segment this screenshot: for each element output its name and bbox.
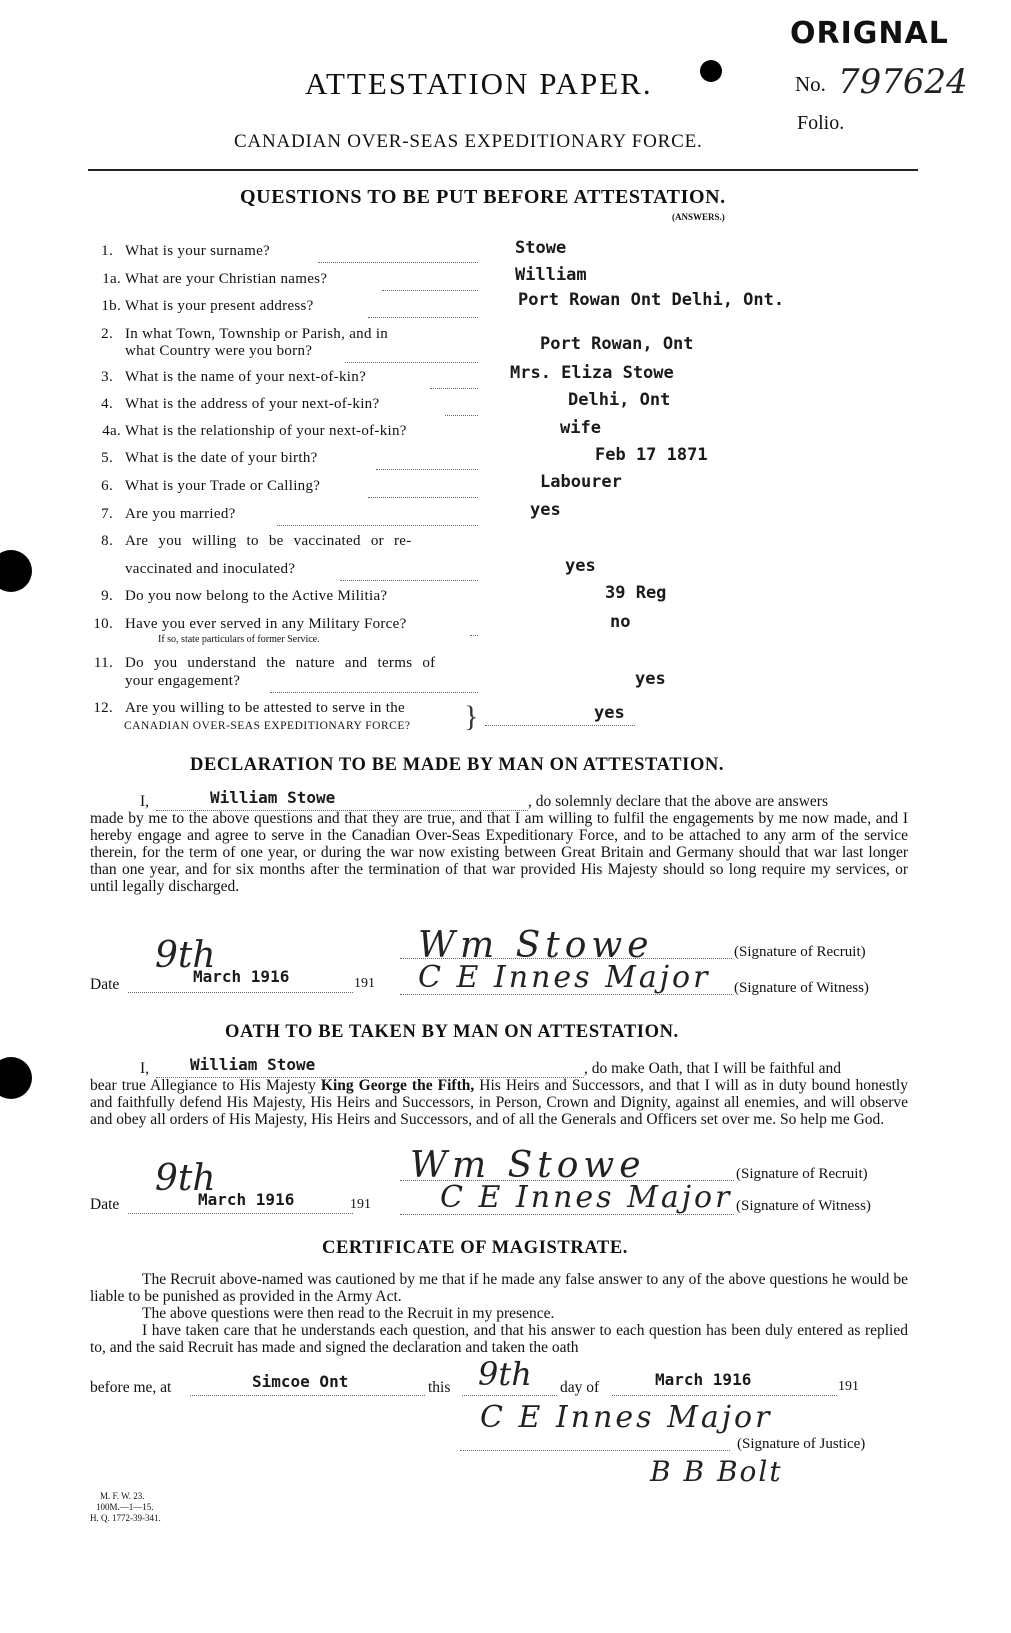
number-label: No.: [795, 72, 826, 96]
question-number: 10.: [93, 616, 113, 632]
answer-line: [368, 317, 478, 318]
oath-body-rest: His Heirs and Successors, and that I will as in duty bound honestly and faithfully defend His Majesty, His Heirs and Successors, in Person, Crown and Dignity, against all enemies, and will observe and obey all orders of His Majesty, His Heirs and Successors, and of all the Generals and Officers set over me. So help me God.: [90, 1077, 908, 1128]
declaration-recruit-signature: Wm Stowe: [418, 925, 654, 966]
extra-signature: B B Bolt: [650, 1455, 783, 1488]
question-text: What are your Christian names?: [125, 271, 328, 287]
oath-date-label: Date: [90, 1196, 120, 1213]
oath-year-prefix: 191: [350, 1197, 371, 1212]
oath-body-start: bear true Allegiance to His Majesty: [90, 1077, 321, 1094]
regimental-number: 797624: [838, 62, 968, 102]
declaration-witness-signature: C E Innes Major: [418, 960, 711, 995]
punch-hole-bottom: [0, 1057, 32, 1099]
form-code-line-3: H. Q. 1772-39-341.: [90, 1513, 161, 1523]
answer-line: [445, 415, 478, 416]
declaration-date-day: 9th: [155, 935, 216, 976]
question-text-continued: CANADIAN OVER-SEAS EXPEDITIONARY FORCE?: [124, 720, 411, 732]
oath-prefix: I,: [140, 1060, 150, 1077]
question-number: 4a.: [102, 423, 121, 439]
page-subtitle: CANADIAN OVER-SEAS EXPEDITIONARY FORCE.: [234, 131, 703, 152]
answer-line: [340, 580, 478, 581]
question-text-continued: vaccinated and inoculated?: [125, 561, 296, 577]
certificate-month-line: [612, 1395, 837, 1396]
ink-blot: [700, 60, 722, 82]
question-text: What is the date of your birth?: [125, 450, 318, 466]
question-number: 8.: [101, 533, 113, 549]
answer-value: no: [610, 612, 631, 632]
original-stamp: ORIGNAL: [790, 16, 949, 51]
oath-body: [90, 1077, 908, 1128]
folio-label: Folio.: [797, 112, 845, 134]
question-number: 11.: [93, 655, 113, 671]
declaration-date-line: [128, 992, 353, 993]
answer-value: Delhi, Ont: [568, 390, 671, 410]
question-text: What is the relationship of your next-of-kin?: [125, 423, 407, 439]
question-text: What is your surname?: [125, 243, 271, 259]
justice-sig-label: (Signature of Justice): [737, 1436, 866, 1452]
certificate-day-of-label: day of: [560, 1379, 600, 1396]
question-number: 2.: [101, 326, 113, 342]
oath-witness-signature: C E Innes Major: [440, 1180, 733, 1215]
answer-line: [345, 362, 478, 363]
answer-value: William: [515, 265, 587, 285]
oath-king: King George the Fifth,: [320, 1077, 475, 1094]
answer-value: yes: [635, 669, 666, 689]
declaration-year-prefix: 191: [354, 976, 375, 991]
answer-value: wife: [560, 418, 601, 438]
answer-line: [430, 388, 478, 389]
answer-value: Mrs. Eliza Stowe: [510, 363, 674, 383]
question-number: 9.: [101, 588, 113, 604]
certificate-day-line: [462, 1395, 557, 1396]
question-text: Are you willing to be vaccinated or re-: [125, 533, 412, 549]
answer-line: [470, 635, 478, 636]
certificate-paragraph-3: I have taken care that he understands each question, and that his answer to each question has been duly entered as replied to, and the said Recruit has made and signed the declaration and taken the oath: [90, 1322, 908, 1356]
answer-value: Labourer: [540, 472, 622, 492]
form-code-line-2: 100M.—1—15.: [96, 1502, 154, 1512]
oath-witness-sig-label: (Signature of Witness): [736, 1198, 871, 1214]
declaration-opening: , do solemnly declare that the above are answers: [528, 793, 828, 810]
oath-recruit-signature: Wm Stowe: [410, 1145, 646, 1186]
question-number: 12.: [93, 700, 113, 716]
question-number: 5.: [101, 450, 113, 466]
question-number: 4.: [101, 396, 113, 412]
answer-value: Port Rowan, Ont: [540, 334, 694, 354]
brace: }: [464, 700, 479, 733]
question-number: 7.: [101, 506, 113, 522]
certificate-day: 9th: [478, 1355, 532, 1393]
declaration-recruit-sig-line: [400, 958, 732, 959]
punch-hole-top: [0, 550, 32, 592]
declaration-witness-sig-line: [400, 994, 732, 995]
question-text: What is your Trade or Calling?: [125, 478, 321, 494]
question-text: Do you understand the nature and terms of: [125, 655, 436, 671]
justice-sig-line: [460, 1450, 730, 1451]
certificate-place-line: [190, 1395, 425, 1396]
question-text: What is the address of your next-of-kin?: [125, 396, 380, 412]
header-divider: [88, 169, 918, 171]
answer-line: [368, 497, 478, 498]
answer-line: [376, 469, 478, 470]
oath-date-value: March 1916: [198, 1190, 295, 1209]
page-title: ATTESTATION PAPER.: [305, 66, 653, 101]
question-text: What is the name of your next-of-kin?: [125, 369, 367, 385]
declaration-prefix: I,: [140, 793, 150, 810]
answer-line: [277, 525, 478, 526]
question-number: 1a.: [102, 271, 121, 287]
answer-value: Port Rowan Ont Delhi, Ont.: [518, 290, 785, 310]
oath-recruit-sig-label: (Signature of Recruit): [736, 1166, 868, 1182]
certificate-paragraph-1: The Recruit above-named was cautioned by me that if he made any false answer to any of the above questions he would be liable to be punished as provided in the Army Act.: [90, 1271, 908, 1305]
oath-name: William Stowe: [190, 1055, 316, 1074]
declaration-recruit-sig-label: (Signature of Recruit): [734, 944, 866, 960]
certificate-this-label: this: [428, 1379, 451, 1396]
question-number: 6.: [101, 478, 113, 494]
question-number: 1b.: [101, 298, 121, 314]
declaration-body: made by me to the above questions and that they are true, and that I am willing to fulfil the engagements by me now made, and I hereby engage and agree to serve in the Canadian Over-Seas Expeditionary Force, and to be attached to any arm of the service therein, for the term of one year, or during the war now existing between Great Britain and Germany should that war last longer than one year, and for six months after the termination of that war provided His Majesty should so long require my services, or until legally discharged.: [90, 810, 908, 895]
oath-date-day: 9th: [155, 1158, 216, 1199]
answer-value: 39 Reg: [605, 583, 667, 603]
answer-line: [485, 725, 635, 726]
answer-line: [270, 692, 478, 693]
certificate-heading: CERTIFICATE OF MAGISTRATE.: [322, 1238, 629, 1258]
answer-value: yes: [565, 556, 596, 576]
question-number: 3.: [101, 369, 113, 385]
oath-witness-sig-line: [400, 1214, 734, 1215]
answer-line: [318, 262, 478, 263]
certificate-year-prefix: 191: [838, 1379, 859, 1394]
question-text: In what Town, Township or Parish, and in: [125, 326, 389, 342]
question-number: 1.: [101, 243, 113, 259]
answer-value: Stowe: [515, 238, 567, 258]
certificate-paragraph-2: The above questions were then read to the Recruit in my presence.: [142, 1305, 555, 1322]
answer-value: yes: [530, 500, 561, 520]
declaration-name: William Stowe: [210, 788, 336, 807]
justice-signature: C E Innes Major: [480, 1400, 773, 1435]
answers-label: (ANSWERS.): [672, 212, 725, 222]
oath-opening: , do make Oath, that I will be faithful and: [584, 1060, 841, 1077]
form-code-line-1: M. F. W. 23.: [100, 1491, 145, 1501]
question-text: Are you married?: [125, 506, 236, 522]
question-text: Have you ever served in any Military Force?: [125, 616, 407, 632]
question-text-continued: what Country were you born?: [125, 343, 313, 359]
answer-value: yes: [594, 703, 625, 723]
oath-heading: OATH TO BE TAKEN BY MAN ON ATTESTATION.: [225, 1022, 679, 1042]
oath-date-line: [128, 1213, 353, 1214]
declaration-date-label: Date: [90, 976, 120, 993]
question-text: Do you now belong to the Active Militia?: [125, 588, 388, 604]
questions-heading: QUESTIONS TO BE PUT BEFORE ATTESTATION.: [240, 186, 726, 208]
declaration-heading: DECLARATION TO BE MADE BY MAN ON ATTESTATION.: [190, 755, 725, 775]
question-text-continued: your engagement?: [125, 673, 241, 689]
answer-value: Feb 17 1871: [595, 445, 708, 465]
answer-line: [382, 290, 478, 291]
certificate-before-label: before me, at: [90, 1379, 172, 1396]
certificate-place: Simcoe Ont: [252, 1372, 349, 1391]
declaration-date-value: March 1916: [193, 967, 290, 986]
certificate-month: March 1916: [655, 1370, 752, 1389]
question-note: If so, state particulars of former Service.: [158, 634, 320, 645]
declaration-witness-sig-label: (Signature of Witness): [734, 980, 869, 996]
question-text: Are you willing to be attested to serve in the: [125, 700, 405, 716]
question-text: What is your present address?: [125, 298, 314, 314]
